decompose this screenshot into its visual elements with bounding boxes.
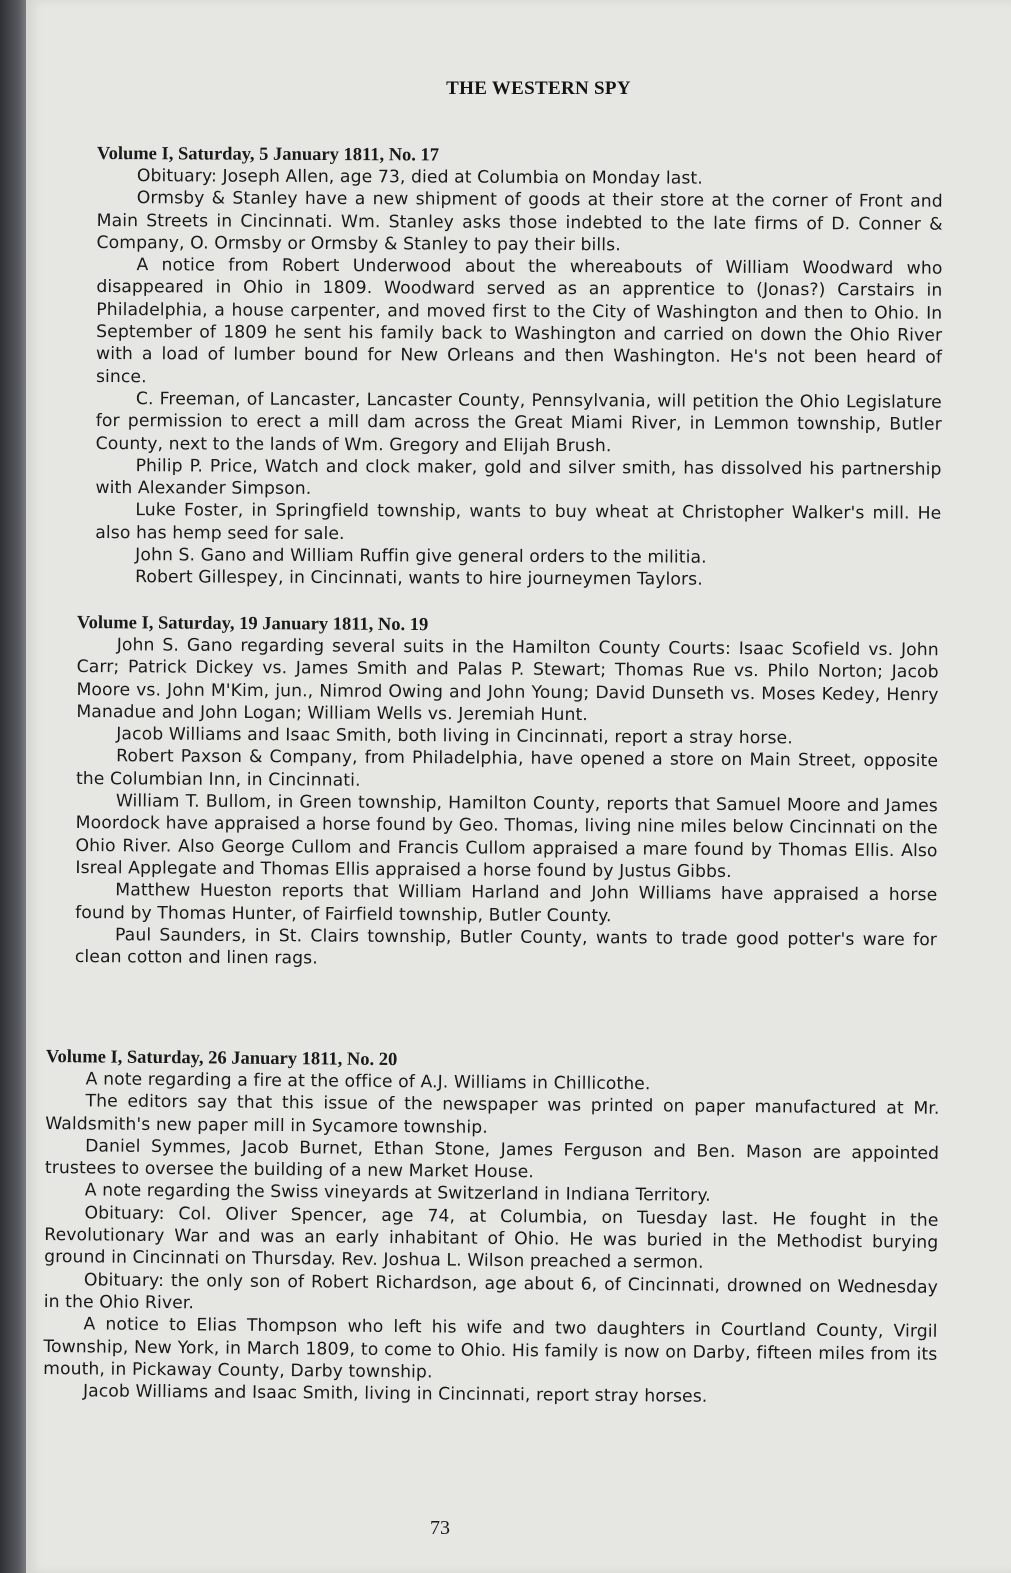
entry-paragraph: Matthew Hueston reports that William Harland and John Williams have appraised a horse found by Thomas Hunter, of Fairfield township, Butler County. <box>75 880 938 926</box>
entry-paragraph: John S. Gano regarding several suits in the Hamilton County Courts: Isaac Scofield vs. John Carr; Patrick Dickey vs. James Smith and Palas P. Stewart; Thomas Rue vs. Philo Norton; Jacob Moore vs. John M'Kim, jun., Nimrod Owing and John Young; David Dunseth vs. Moses Kedey, Henry Manadue and John Logan; William Wells vs. Jeremiah Hunt. <box>76 635 939 726</box>
entry-paragraph: Jacob Williams and Isaac Smith, both living in Cincinnati, report a stray horse. <box>116 724 793 749</box>
entry-paragraph: Paul Saunders, in St. Clairs township, Butler County, wants to trade good potter's ware for clean cotton and linen rags. <box>74 925 938 969</box>
entry-paragraph: Jacob Williams and Isaac Smith, living in Cincinnati, report stray horses. <box>82 1381 708 1407</box>
entry-paragraph: Daniel Symmes, Jacob Burnet, Ethan Stone, James Ferguson and Ben. Mason are appointed trustees to oversee the building of a new Market House. <box>44 1136 940 1183</box>
entry-paragraph: A note regarding a fire at the office of A.J. Williams in Chillicothe. <box>85 1069 651 1095</box>
issue-section-no-20 <box>43 1046 940 1410</box>
entry-paragraph: John S. Gano and William Ruffin give general orders to the militia. <box>135 545 707 568</box>
issue-section-no-17 <box>95 143 943 592</box>
entry-paragraph: Robert Paxson & Company, from Philadelphia, have opened a store on Main Street, opposite the Columbian Inn, in Cincinnati. <box>75 746 939 791</box>
entry-paragraph: Obituary: Col. Oliver Spencer, age 74, at Columbia, on Tuesday last. He fought in the Revolutionary War and was an early inhabitant of Ohio. He was buried in the Methodist burying ground in Cincinnati on Thursday. Rev. Joshua L. Wilson preached a sermon. <box>44 1203 939 1274</box>
entry-paragraph: The editors say that this issue of the newspaper was printed on paper manufactured at Mr. Waldsmith's new paper mill in Sycamore township. <box>45 1091 940 1138</box>
entry-paragraph: William T. Bullom, in Green township, Hamilton County, reports that Samuel Moore and James Moordock have appraised a horse found by Geo. Thomas, living nine miles below Cincinnati on the Ohio River. Also George Cullom and Francis Cullom appraised a mare found by Thomas Ellis. Also Isreal Applegate and Thomas Ellis appraised a horse found by Justus Gibbs. <box>75 791 938 882</box>
entry-paragraph: A notice to Elias Thompson who left his wife and two daughters in Courtland County, Virgil Township, New York, in March 1809, to come to Ohio. His family is now on Darby, fifteen miles from its mouth, in Pickaway County, Darby township. <box>43 1314 938 1383</box>
entry-paragraph: Luke Foster, in Springfield township, wants to buy wheat at Christopher Walker's mill. He also has hemp seed for sale. <box>95 500 942 544</box>
entry-paragraph: Robert Gillespey, in Cincinnati, wants to hire journeymen Taylors. <box>135 567 703 590</box>
page-number: 73 <box>430 1517 450 1539</box>
entry-paragraph: Ormsby & Stanley have a new shipment of goods at their store at the corner of Front and Main Streets in Cincinnati. Wm. Stanley asks those indebted to the late firms of D. Conner & Company, O. Ormsby or Ormsby & Stanley to pay their bills. <box>96 188 943 256</box>
entry-paragraph: Obituary: Joseph Allen, age 73, died at Columbia on Monday last. <box>136 166 703 189</box>
entry-paragraph: A notice from Robert Underwood about the whereabouts of William Woodward who disappeared in Ohio in 1809. Woodward served as an apprentice to (Jonas?) Carstairs in Philadelphia, a house carpenter, and moved first to the City of Washington and then to Ohio. In September of 1809 he sent his family back to Washington and carried on down the Ohio River with a load of lumber bound for New Orleans and then Washington. He's not been heard of since. <box>95 255 943 387</box>
issue-heading: Volume I, Saturday, 5 January 1811, No. 17 <box>96 143 440 166</box>
issue-heading: Volume I, Saturday, 26 January 1811, No. 20 <box>45 1047 398 1071</box>
entry-paragraph: Philip P. Price, Watch and clock maker, gold and silver smith, has dissolved his partnership with Alexander Simpson. <box>95 456 942 500</box>
entry-paragraph: Obituary: the only son of Robert Richardson, age about 6, of Cincinnati, drowned on Wednesday in the Ohio River. <box>43 1270 939 1314</box>
issue-heading: Volume I, Saturday, 19 January 1811, No. 19 <box>76 613 429 636</box>
entry-paragraph: C. Freeman, of Lancaster, Lancaster County, Pennsylvania, will petition the Ohio Legislature for permission to erect a mill dam across the Great Miami River, in Lemmon township, Butler County, next to the lands of Wm. Gregory and Elijah Brush. <box>95 389 942 456</box>
issue-section-no-19 <box>75 612 939 974</box>
entry-paragraph: A note regarding the Swiss vineyards at Switzerland in Indiana Territory. <box>84 1180 711 1207</box>
page-title: THE WESTERN SPY <box>446 78 631 99</box>
